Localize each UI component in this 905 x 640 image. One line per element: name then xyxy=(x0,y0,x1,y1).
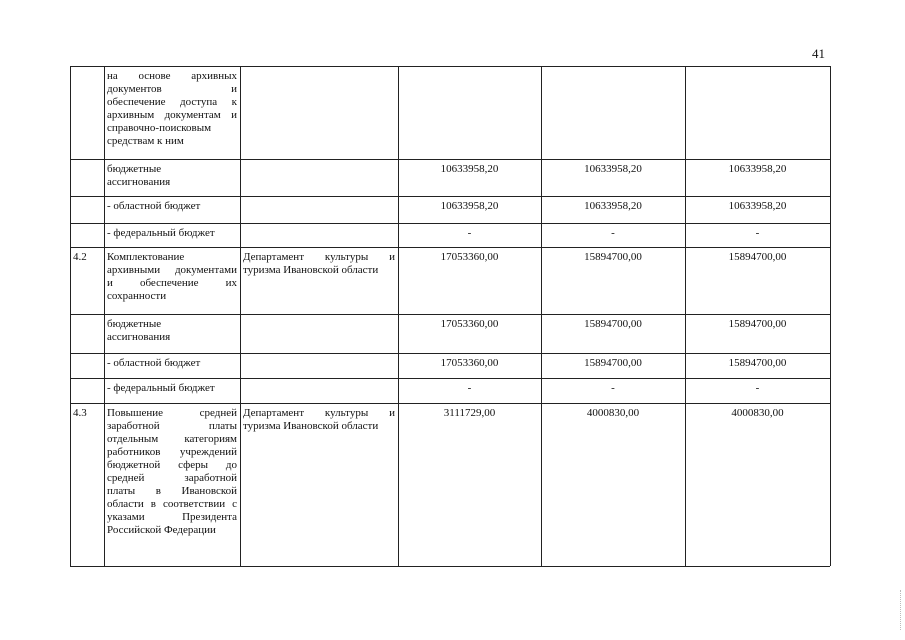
table-grid-line xyxy=(70,247,830,248)
item-name-line: бюджетные xyxy=(107,163,162,175)
amount-year-3: - xyxy=(755,382,760,394)
table-grid-line xyxy=(70,223,830,224)
item-name-line: бюджетной сферы до xyxy=(107,459,237,471)
executor xyxy=(243,407,395,433)
item-name-line: ассигнования xyxy=(107,176,171,188)
item-name-line: на основе архивных xyxy=(107,70,237,82)
executor-line: туризма Ивановской области xyxy=(243,264,379,276)
table-grid-line xyxy=(830,66,831,566)
executor xyxy=(243,251,395,277)
executor-line: Департамент культуры и xyxy=(243,407,395,419)
amount-year-1: 17053360,00 xyxy=(440,318,499,330)
amount-year-1: 3111729,00 xyxy=(443,407,496,419)
table-grid-line xyxy=(70,353,830,354)
item-name-line: - федеральный бюджет xyxy=(107,382,215,394)
table-grid-line xyxy=(70,314,830,315)
item-name-line: обеспечение доступа к xyxy=(107,96,237,108)
item-name-line: Комплектование xyxy=(107,251,185,263)
item-name-line: средней заработной xyxy=(107,472,237,484)
item-name-line: архивными документами xyxy=(107,264,237,276)
table-grid-line xyxy=(70,196,830,197)
item-name-line: Повышение средней xyxy=(107,407,237,419)
item-name-line: указами Президента xyxy=(107,511,237,523)
amount-year-3: 15894700,00 xyxy=(728,251,787,263)
item-name-line: работников учреждений xyxy=(107,446,237,458)
amount-year-1: - xyxy=(467,227,472,239)
amount-year-2: 15894700,00 xyxy=(584,357,642,369)
item-name-line: справочно-поисковым xyxy=(107,122,212,134)
budget-table xyxy=(70,66,830,566)
table-grid-line xyxy=(70,566,830,567)
amount-year-3: 10633958,20 xyxy=(728,200,787,212)
item-name xyxy=(107,382,237,395)
table-grid-line xyxy=(70,66,71,566)
amount-year-3: 15894700,00 xyxy=(728,318,787,330)
scan-edge-marks xyxy=(900,590,903,630)
page-number: 41 xyxy=(812,46,825,61)
amount-year-1: 17053360,00 xyxy=(440,357,499,369)
amount-year-2: - xyxy=(611,382,615,394)
amount-year-1: 10633958,20 xyxy=(440,163,499,175)
item-name xyxy=(107,318,237,344)
item-name-line: и обеспечение их xyxy=(107,277,237,289)
item-name xyxy=(107,200,237,213)
amount-year-1: - xyxy=(467,382,472,394)
amount-year-3: 15894700,00 xyxy=(728,357,787,369)
item-name-line: ассигнования xyxy=(107,331,171,343)
table-grid-line xyxy=(541,66,542,566)
item-name-line: архивным документам и xyxy=(107,109,237,121)
item-name-line: сохранности xyxy=(107,290,167,302)
amount-year-2: 15894700,00 xyxy=(584,251,642,263)
item-name-line: платы в Ивановской xyxy=(107,485,237,497)
item-name xyxy=(107,70,237,148)
item-name-line: Российской Федерации xyxy=(107,524,216,536)
item-name-line: области в соответствии с xyxy=(107,498,237,510)
executor-line: Департамент культуры и xyxy=(243,251,395,263)
amount-year-2: 15894700,00 xyxy=(584,318,642,330)
amount-year-1: 10633958,20 xyxy=(440,200,499,212)
item-name xyxy=(107,251,237,303)
amount-year-2: 4000830,00 xyxy=(586,407,640,419)
item-name-line: - областной бюджет xyxy=(107,357,201,369)
table-grid-line xyxy=(398,66,399,566)
item-name-line: - федеральный бюджет xyxy=(107,227,215,239)
table-grid-line xyxy=(685,66,686,566)
item-name-line: бюджетные xyxy=(107,318,162,330)
row-number: 4.2 xyxy=(73,251,87,263)
amount-year-1: 17053360,00 xyxy=(440,251,499,263)
amount-year-2: 10633958,20 xyxy=(584,200,642,212)
table-grid-line xyxy=(104,66,105,566)
item-name xyxy=(107,227,237,240)
item-name xyxy=(107,163,237,189)
executor-line: туризма Ивановской области xyxy=(243,420,379,432)
table-grid-line xyxy=(70,378,830,379)
item-name-line: отдельным категориям xyxy=(107,433,237,445)
amount-year-3: 4000830,00 xyxy=(731,407,784,419)
item-name xyxy=(107,407,237,537)
amount-year-3: - xyxy=(755,227,760,239)
item-name-line: - областной бюджет xyxy=(107,200,201,212)
table-grid-line xyxy=(70,159,830,160)
amount-year-2: - xyxy=(611,227,615,239)
item-name xyxy=(107,357,237,370)
table-grid-line xyxy=(240,66,241,566)
row-number: 4.3 xyxy=(73,407,87,419)
table-grid-line xyxy=(70,66,830,67)
amount-year-2: 10633958,20 xyxy=(584,163,642,175)
item-name-line: средствам к ним xyxy=(107,135,184,147)
item-name-line: документов и xyxy=(107,83,237,95)
amount-year-3: 10633958,20 xyxy=(728,163,787,175)
item-name-line: заработной платы xyxy=(107,420,237,432)
table-grid-line xyxy=(70,403,830,404)
